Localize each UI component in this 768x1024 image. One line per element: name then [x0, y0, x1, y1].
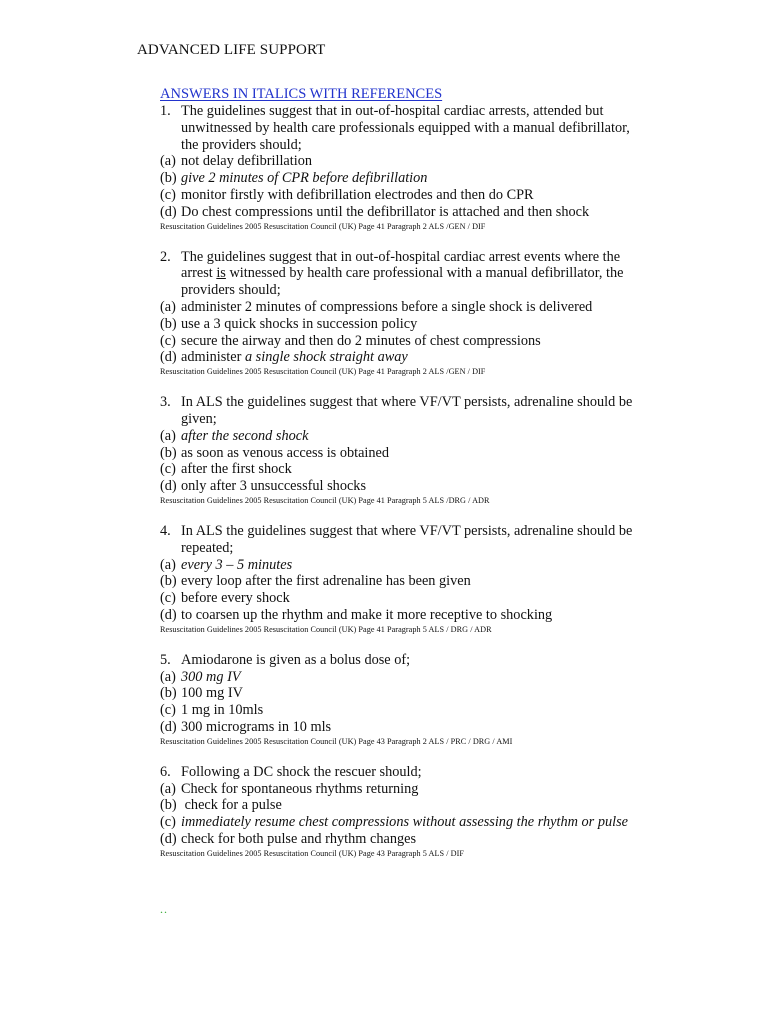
option-label: (c) — [160, 590, 176, 607]
option-text: check for a pulse — [181, 797, 282, 814]
option-b — [160, 573, 640, 590]
question-stem — [160, 764, 640, 781]
option-label: (c) — [160, 332, 176, 349]
question-text — [181, 249, 640, 299]
option-label: (c) — [160, 702, 176, 719]
option-b — [160, 797, 640, 814]
option-b — [160, 170, 640, 187]
option-label: (d) — [160, 478, 177, 495]
option-label: (c) — [160, 814, 176, 831]
option-c — [160, 187, 640, 204]
option-text: after the first shock — [181, 461, 292, 478]
question-4 — [160, 523, 640, 635]
option-label: (d) — [160, 606, 177, 623]
question-1 — [160, 103, 640, 232]
option-label: (a) — [160, 427, 176, 444]
option-label: (d) — [160, 718, 177, 735]
reference-citation: Resuscitation Guidelines 2005 Resuscitation Council (UK) Page 41 Paragraph 2 ALS /GEN / DIF — [160, 221, 486, 231]
option-text: administer 2 minutes of compressions before a single shock is delivered — [181, 298, 593, 315]
option-text-answer: a single shock straight away — [244, 349, 408, 366]
question-text: The guidelines suggest that in out-of-hospital cardiac arrests, attended but unwitnessed by health care professionals equipped with a manual defibrillator, the providers should; — [181, 103, 630, 153]
option-a — [160, 557, 640, 574]
question-number: 4. — [160, 522, 171, 539]
option-text: 300 micrograms in 10 mls — [181, 718, 332, 735]
option-label: (b) — [160, 315, 177, 332]
option-label: (a) — [160, 668, 176, 685]
question-6 — [160, 764, 640, 859]
document-title: ADVANCED LIFE SUPPORT — [137, 42, 326, 58]
option-c — [160, 333, 640, 350]
option-label: (d) — [160, 830, 177, 847]
option-text: to coarsen up the rhythm and make it more receptive to shocking — [181, 606, 553, 623]
option-c — [160, 702, 640, 719]
question-stem — [160, 249, 640, 299]
option-text-answer: give 2 minutes of CPR before defibrillation — [181, 170, 428, 187]
option-text: Check for spontaneous rhythms returning — [181, 780, 419, 797]
question-text: In ALS the guidelines suggest that where VF/VT persists, adrenaline should be given; — [181, 394, 633, 427]
option-label: (a) — [160, 556, 176, 573]
option-label: (b) — [160, 170, 177, 187]
question-text-part: The guidelines suggest that in out-of-hospital cardiac arrest events where the arrest — [181, 248, 621, 282]
option-text: 1 mg in 10mls — [181, 702, 264, 719]
option-text-answer: immediately resume chest compressions without assessing the rhythm or pulse — [181, 814, 629, 831]
question-text: In ALS the guidelines suggest that where VF/VT persists, adrenaline should be repeated; — [181, 522, 633, 556]
question-text-emphasis: is — [216, 265, 226, 282]
question-stem — [160, 103, 640, 153]
option-d — [160, 719, 640, 736]
option-d — [160, 478, 640, 495]
question-text: Following a DC shock the rescuer should; — [181, 763, 422, 780]
option-c — [160, 814, 640, 831]
option-text: as soon as venous access is obtained — [181, 444, 390, 461]
option-c — [160, 461, 640, 478]
option-text: not delay defibrillation — [181, 153, 313, 170]
option-a — [160, 669, 640, 686]
option-text: Do chest compressions until the defibrillator is attached and then shock — [181, 203, 590, 220]
option-label: (b) — [160, 573, 177, 590]
option-a — [160, 299, 640, 316]
option-text: monitor firstly with defibrillation electrodes and then do CPR — [181, 186, 534, 203]
option-prefix: administer — [181, 349, 242, 366]
option-c — [160, 590, 640, 607]
reference-citation: Resuscitation Guidelines 2005 Resuscitation Council (UK) Page 43 Paragraph 2 ALS / PRC / DRG / AMI — [160, 736, 513, 746]
option-text-answer: 300 mg IV — [181, 668, 241, 685]
option-label: (b) — [160, 685, 177, 702]
reference-citation: Resuscitation Guidelines 2005 Resuscitation Council (UK) Page 41 Paragraph 5 ALS / DRG / ADR — [160, 624, 492, 634]
option-label: (c) — [160, 461, 176, 478]
question-stem — [160, 394, 640, 428]
question-list — [160, 103, 640, 859]
reference-citation: Resuscitation Guidelines 2005 Resuscitation Council (UK) Page 41 Paragraph 5 ALS /DRG / ADR — [160, 495, 490, 505]
option-text: check for both pulse and rhythm changes — [181, 830, 417, 847]
option-label: (d) — [160, 349, 177, 366]
option-text: every loop after the first adrenaline has been given — [181, 573, 471, 590]
option-label: (a) — [160, 153, 176, 170]
option-label: (c) — [160, 186, 176, 203]
question-text-part: witnessed by health care professional with a manual defibrillator, the providers should; — [181, 265, 624, 299]
option-b — [160, 316, 640, 333]
option-text: before every shock — [181, 590, 290, 607]
option-d — [160, 204, 640, 221]
trailing-marks: .. — [160, 902, 168, 916]
option-label: (a) — [160, 298, 176, 315]
option-a — [160, 153, 640, 170]
option-text: use a 3 quick shocks in succession policy — [181, 315, 418, 332]
option-d — [160, 831, 640, 848]
option-text: only after 3 unsuccessful shocks — [181, 478, 367, 495]
option-d — [160, 607, 640, 624]
question-5 — [160, 652, 640, 747]
option-label: (b) — [160, 797, 177, 814]
reference-citation: Resuscitation Guidelines 2005 Resuscitation Council (UK) Page 43 Paragraph 5 ALS / DIF — [160, 848, 465, 858]
question-stem — [160, 523, 640, 557]
question-number: 6. — [160, 763, 171, 780]
option-text-answer: every 3 – 5 minutes — [181, 556, 293, 573]
option-label: (b) — [160, 444, 177, 461]
question-stem — [160, 652, 640, 669]
option-a — [160, 781, 640, 798]
question-number: 5. — [160, 651, 171, 668]
question-number: 3. — [160, 394, 171, 411]
option-text: 100 mg IV — [181, 685, 243, 702]
answers-heading-link[interactable]: ANSWERS IN ITALICS WITH REFERENCES — [160, 86, 443, 102]
option-label: (d) — [160, 203, 177, 220]
option-b — [160, 445, 640, 462]
question-2 — [160, 249, 640, 378]
question-text: Amiodarone is given as a bolus dose of; — [181, 651, 411, 668]
question-number: 1. — [160, 103, 171, 119]
option-text-answer: after the second shock — [181, 427, 309, 444]
reference-citation: Resuscitation Guidelines 2005 Resuscitation Council (UK) Page 41 Paragraph 2 ALS /GEN / DIF — [160, 367, 486, 377]
option-label: (a) — [160, 780, 176, 797]
option-b — [160, 685, 640, 702]
option-text: secure the airway and then do 2 minutes of chest compressions — [181, 332, 541, 349]
question-3 — [160, 394, 640, 506]
option-d — [160, 349, 640, 366]
question-number: 2. — [160, 248, 171, 265]
option-a — [160, 428, 640, 445]
